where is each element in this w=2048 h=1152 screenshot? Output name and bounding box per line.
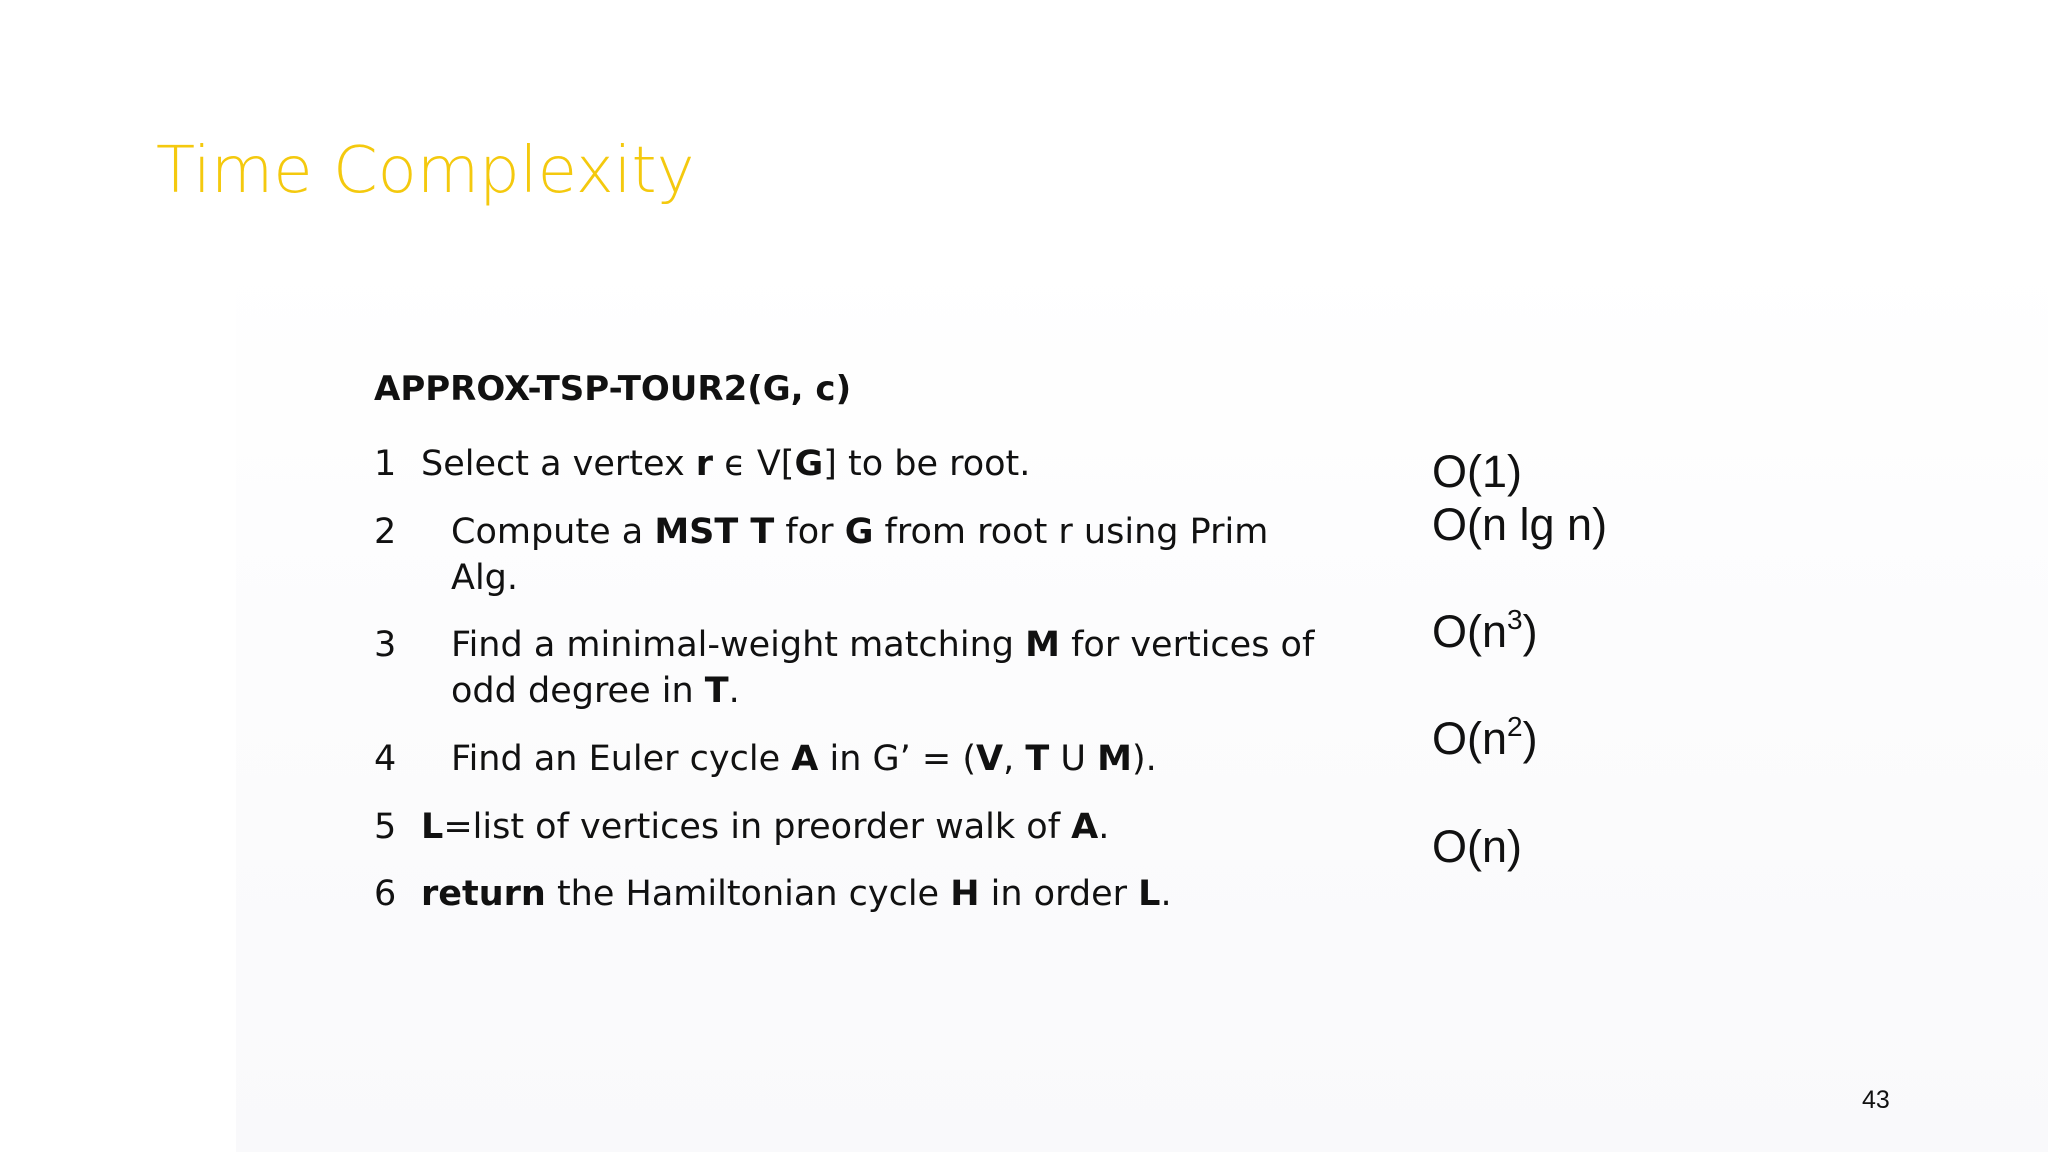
step-text — [451, 736, 1157, 782]
complexity-step-2 — [1432, 498, 1607, 552]
complexity-text: O(n — [1432, 713, 1508, 764]
step-text-bold: H — [950, 874, 980, 914]
complexity-text: O(n — [1432, 606, 1508, 657]
step-text-segment: from root r using Prim — [873, 512, 1269, 552]
step-text-segment: for vertices of — [1059, 625, 1315, 665]
step-text — [421, 871, 1172, 917]
step-text-segment: Find an Euler cycle — [451, 739, 792, 779]
step-number: 3 — [374, 625, 397, 665]
step-number: 1 — [374, 444, 397, 484]
complexity-text: O(1) — [1432, 446, 1522, 497]
step-text-segment: . — [1160, 874, 1172, 914]
step-text-bold: r — [695, 444, 714, 484]
algorithm-step-3 — [374, 622, 1374, 714]
step-text-bold: T — [1025, 739, 1050, 779]
complexity-text: ) — [1522, 713, 1538, 764]
step-text-bold: T — [704, 671, 729, 711]
step-text-bold: return — [421, 874, 546, 914]
step-text-segment: ϵ V[ — [713, 444, 795, 484]
step-text-segment: U — [1049, 739, 1098, 779]
step-number: 5 — [374, 807, 397, 847]
step-text-segment: Select a vertex — [421, 444, 696, 484]
step-text-bold: M — [1025, 625, 1060, 665]
step-text-segment: Find a minimal-weight matching — [451, 625, 1026, 665]
step-text-segment: Compute a — [451, 512, 655, 552]
step-text — [421, 441, 1030, 487]
step-text-segment: for — [774, 512, 845, 552]
algorithm-step-6 — [374, 871, 1374, 917]
slide-title: Time Complexity — [156, 134, 695, 208]
step-text-segment: Alg. — [451, 558, 519, 598]
complexity-step-5 — [1432, 820, 1522, 874]
step-text-segment: in G’ = ( — [818, 739, 976, 779]
algorithm-step-2 — [374, 509, 1374, 601]
step-text-segment: the Hamiltonian cycle — [545, 874, 951, 914]
step-text — [451, 622, 1314, 714]
step-text-bold: A — [791, 739, 819, 779]
complexity-text: O(n) — [1432, 821, 1522, 872]
step-number: 2 — [374, 512, 397, 552]
algorithm-name: APPROX-TSP-TOUR2(G, c) — [374, 369, 852, 409]
step-text-bold: L — [1138, 874, 1161, 914]
complexity-step-4 — [1432, 712, 1538, 766]
step-text — [421, 804, 1109, 850]
page-number: 43 — [1862, 1086, 1890, 1114]
complexity-step-1 — [1432, 445, 1522, 499]
step-text-segment: . — [728, 671, 740, 711]
step-text-bold: L — [421, 807, 444, 847]
algorithm-step-1 — [374, 441, 1374, 487]
step-number: 4 — [374, 739, 397, 779]
complexity-exponent: 3 — [1507, 604, 1523, 635]
step-text-bold: M — [1097, 739, 1132, 779]
step-text-bold: MST T — [654, 512, 775, 552]
step-text-bold: V — [975, 739, 1004, 779]
step-text-segment: ] to be root. — [823, 444, 1031, 484]
step-text-segment: , — [1003, 739, 1026, 779]
step-text-segment: =list of vertices in preorder walk of — [443, 807, 1072, 847]
complexity-exponent: 2 — [1507, 711, 1523, 742]
step-text-bold: G — [794, 444, 824, 484]
step-text-bold: G — [844, 512, 874, 552]
step-text-bold: A — [1071, 807, 1099, 847]
complexity-text: ) — [1522, 606, 1538, 657]
step-text — [451, 509, 1268, 601]
step-text-segment: odd degree in — [451, 671, 705, 711]
algorithm-step-5 — [374, 804, 1374, 850]
step-text-segment: . — [1098, 807, 1110, 847]
step-number: 6 — [374, 874, 397, 914]
step-text-segment: ). — [1131, 739, 1157, 779]
complexity-text: O(n lg n) — [1432, 499, 1608, 550]
complexity-step-3 — [1432, 605, 1538, 659]
step-text-segment: in order — [979, 874, 1139, 914]
algorithm-step-4 — [374, 736, 1374, 782]
